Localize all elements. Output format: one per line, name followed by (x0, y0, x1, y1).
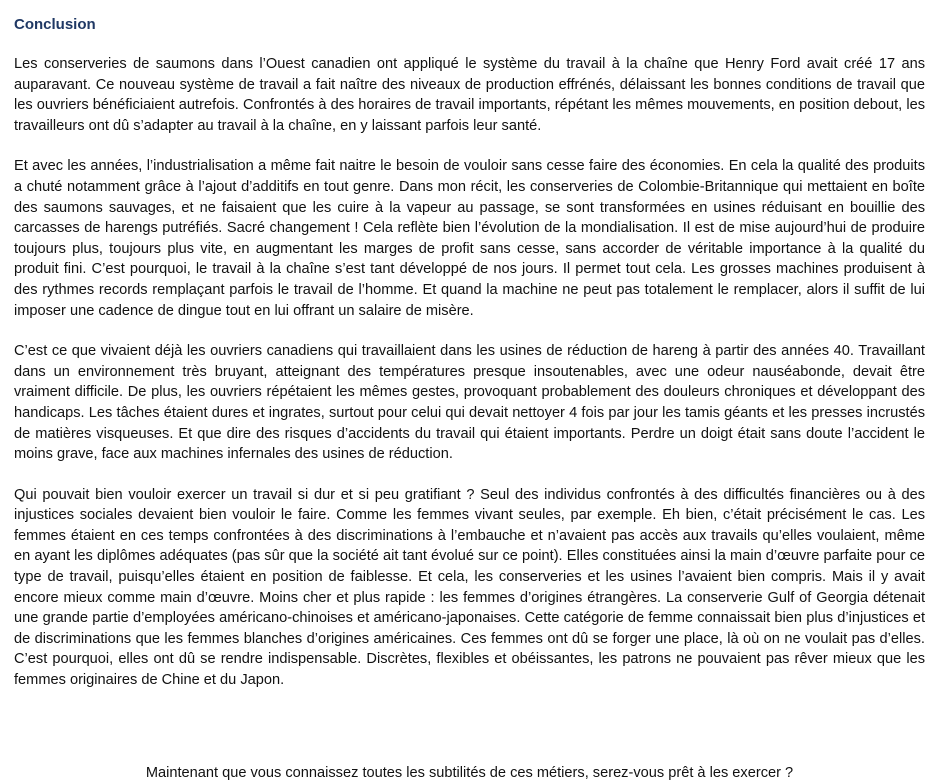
document-page (14, 14, 925, 711)
closing-question: Maintenant que vous connaissez toutes les subtilités de ces métiers, serez-vous prêt à les exercer ? (145, 764, 794, 781)
section-heading: Conclusion (14, 16, 96, 33)
paragraph-3: C’est ce que vivaient déjà les ouvriers canadiens qui travaillaient dans les usines de réduction de hareng à partir des années 40. Travaillant dans un environnement très bruyant, atteignant des températures presque insoutenables, avec une odeur nauséabonde, devait être vraiment difficile. De plus, les ouvriers répétaient les mêmes gestes, provoquant probablement des douleurs chroniques et développant des handicaps. Les tâches étaient dures et ingrates, surtout pour celui qui devait nettoyer 4 fois par jour les tamis géants et les presses incrustés de matières visqueuses. Et que dire des risques d’accidents du travail qui étaient importants. Perdre un doigt était sans doute l’accident le moins grave, face aux machines infernales des usines de réduction. (14, 343, 925, 463)
paragraph-1: Les conserveries de saumons dans l’Ouest canadien ont appliqué le système du travail à la chaîne que Henry Ford avait créé 17 ans auparavant. Ce nouveau système de travail a fait naître des niveaux de production effrénés, délaissant les bonnes conditions de travail que les ouvriers bénéficiaient autrefois. Confrontés à des horaires de travail importants, répétant les mêmes mouvements, en position debout, les travailleurs ont dû s’adapter au travail à la chaîne, en y laissant parfois leur santé. (14, 56, 925, 134)
paragraph-4: Qui pouvait bien vouloir exercer un travail si dur et si peu gratifiant ? Seul des individus confrontés à des difficultés financières ou à des injustices sociales devaient bien vouloir le faire. Comme les femmes vivant seules, par exemple. Eh bien, c’était précisément le cas. Les femmes étaient en ces temps confrontées à des discriminations à l’embauche et n’avaient pas accès aux travails qu’elles voulaient, même en ayant les diplômes adéquates (pas sûr que la société ait tant évolué sur ce point). Elles constituées ainsi la main d’œuvre parfaite pour ce type de travail, puisqu’elles étaient en position de faiblesse. Et cela, les conserveries et les usines l’avaient bien compris. Mais il y avait encore mieux comme main d’œuvre. Moins cher et plus rapide : les femmes d’origines étrangères. La conserverie Gulf of Georgia détenait une grande partie d’employées américano-chinoises et américano-japonaises. Cette catégorie de femme connaissait bien plus d’injustices et de discriminations que les femmes blanches d’origines américaines. Ces femmes ont dû se forger une place, là où on ne voulait pas d’elles. C’est pourquoi, elles ont dû se rendre indispensable. Discrètes, flexibles et obéissantes, les patrons ne pouvaient pas rêver mieux que les femmes originaires de Chine et du Japon. (14, 486, 925, 689)
paragraph-2: Et avec les années, l’industrialisation a même fait naitre le besoin de vouloir sans cesse faire des économies. En cela la qualité des produits a chuté notamment grâce à l’ajout d’additifs en tout genre. Dans mon récit, les conserveries de Colombie-Britannique qui mettaient en boîte des saumons sauvages, et ne faisaient que les cuire à la vapeur au passage, se sont transformées en usines réduisant en bouillie des carcasses de harengs putréfiés. Sacré changement ! Cela reflète bien l’évolution de la mondialisation. Il est de mise aujourd’hui de produire toujours plus, toujours plus vite, en augmentant les marges de profit sans cesse, sans accorder de véritable importance à la qualité du produit fini. C’est pourquoi, le travail à la chaîne s’est tant développé de nos jours. Il permet tout cela. Les grosses machines produisent à des rythmes records remplaçant parfois le travail de l’homme. Et quand la machine ne peut pas totalement le remplacer, alors il suffit de lui imposer une cadence de dingue tout en lui offrant un salaire de misère. (14, 158, 925, 319)
